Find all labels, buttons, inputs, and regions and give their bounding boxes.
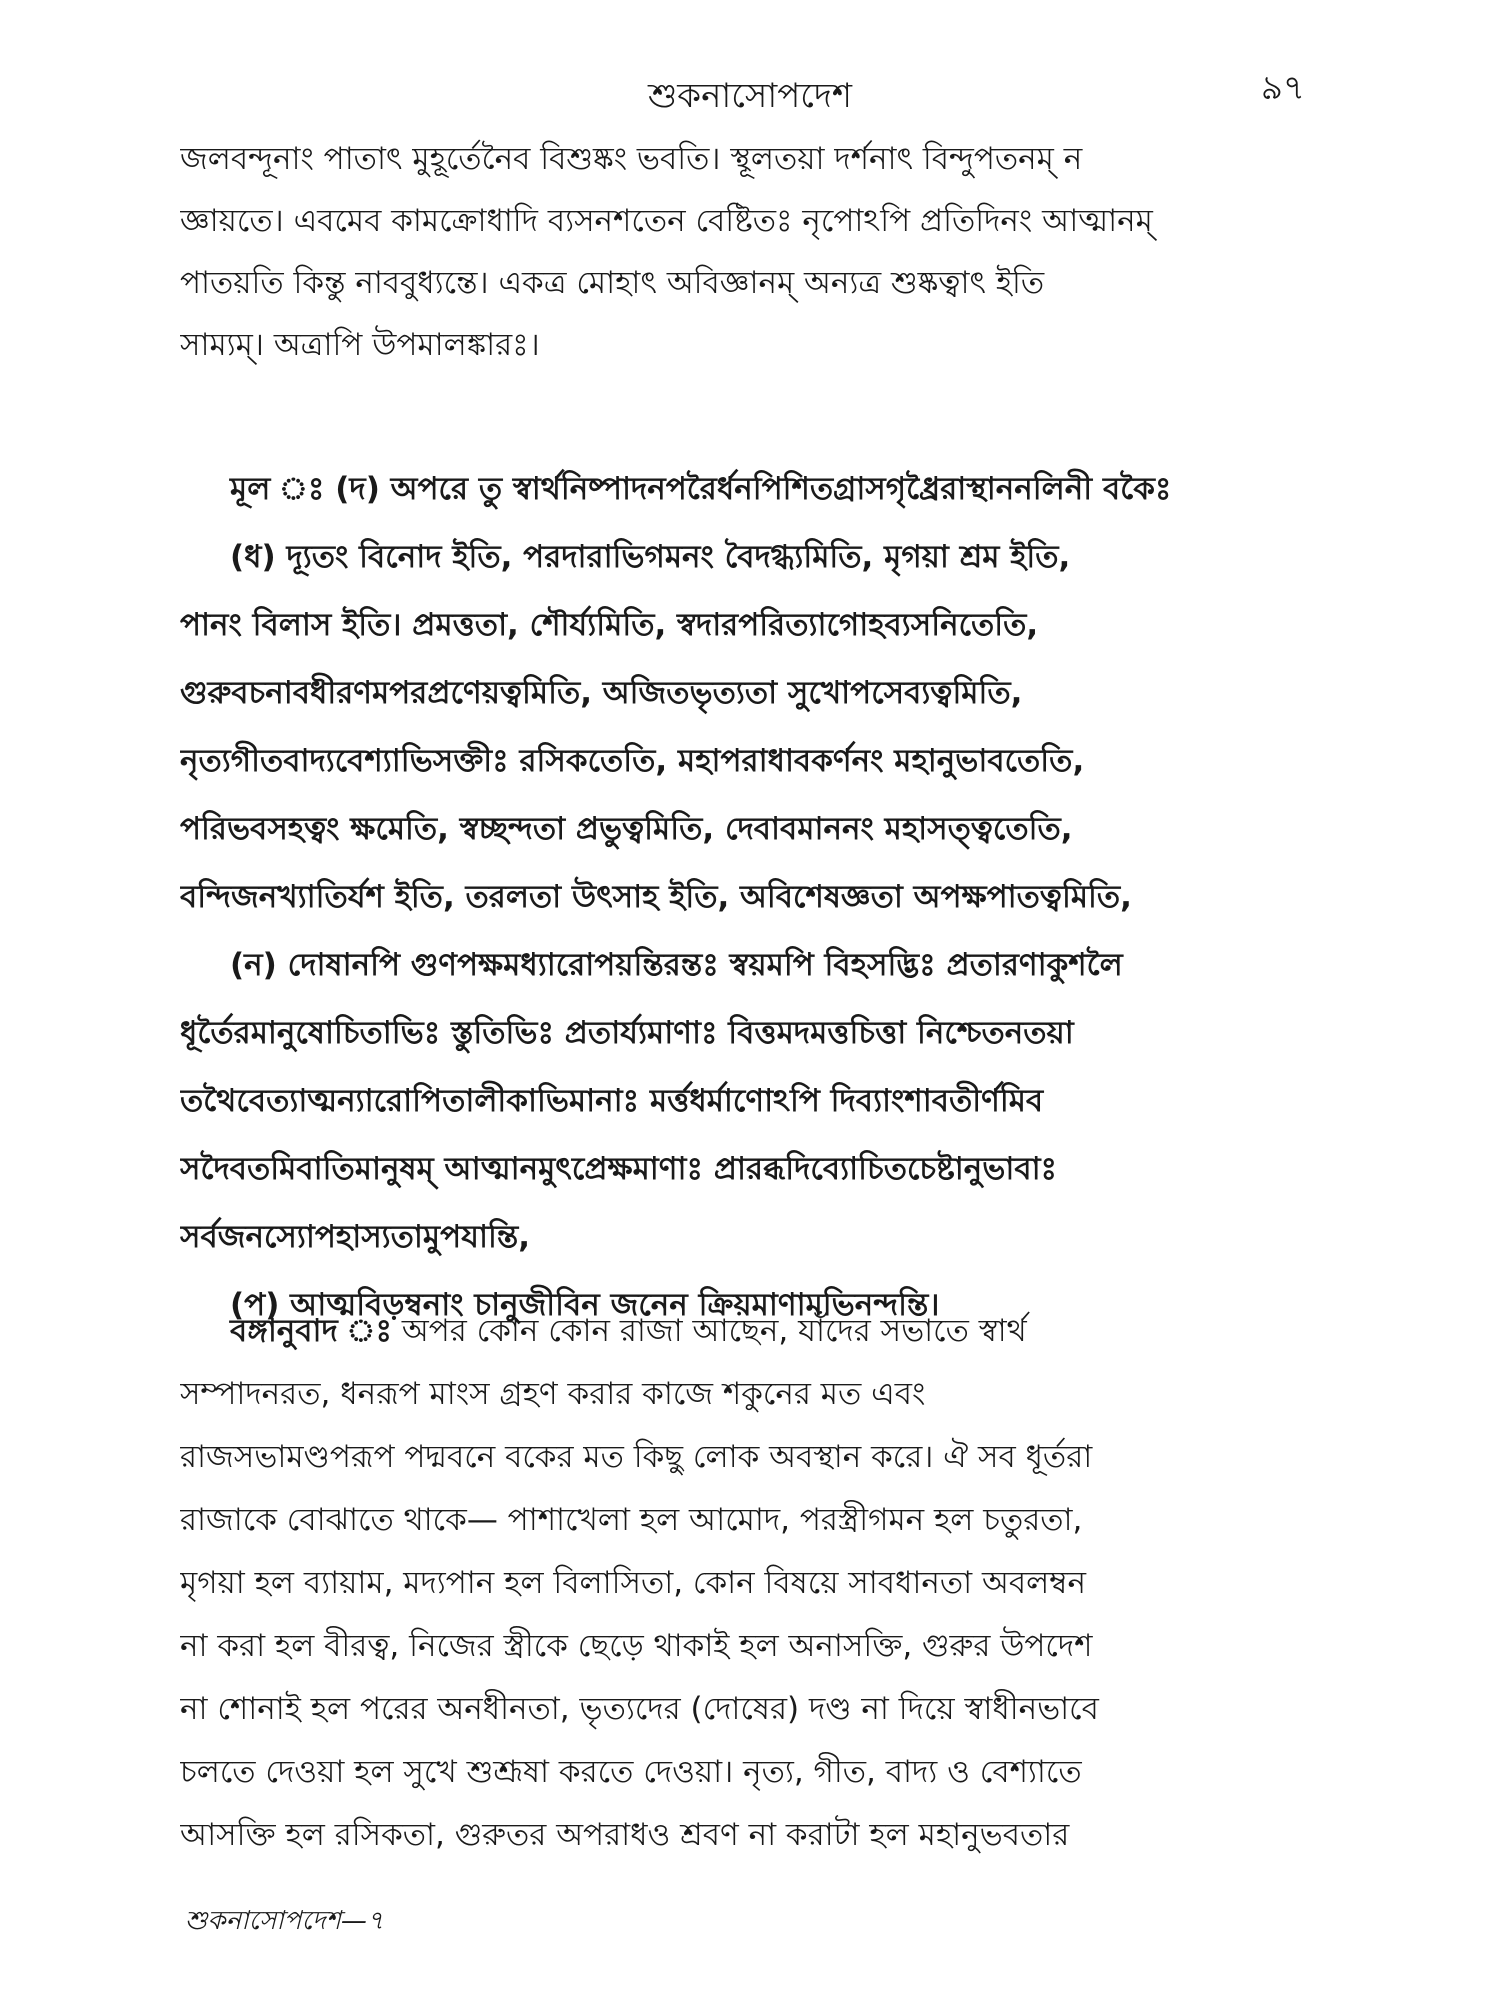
verse-line: পরিভবসহত্বং ক্ষমেতি, স্বচ্ছন্দতা প্রভুত্বমিতি, দেবাবমাননং মহাসত্ত্বতেতি,: [180, 811, 1073, 847]
translation-label: বঙ্গানুবাদ ঃ: [230, 1313, 392, 1349]
verse-line: বন্দিজনখ্যাতির্যশ ইতি, তরলতা উৎসাহ ইতি, অবিশেষজ্ঞতা অপক্ষপাতত্বমিতি,: [180, 879, 1132, 915]
page-number: ৯৭: [1260, 68, 1305, 108]
text-line: সাম্যম্। অত্রাপি উপমালঙ্কারঃ।: [180, 327, 540, 363]
original-verse: [180, 455, 1310, 1339]
verse-line: ধূর্তৈরমানুষোচিতাভিঃ স্তুতিভিঃ প্রতার্য্যমাণাঃ বিত্তমদমত্তচিত্তা নিশ্চেতনতয়া: [180, 1015, 1074, 1051]
running-title: শুকনাসোপদেশ: [648, 76, 852, 116]
verse-line: মূল ঃ (দ) অপরে তু স্বার্থনিষ্পাদনপরৈর্ধনপিশিতগ্রাসগৃধ্রৈরাস্থাননলিনী বকৈঃ: [230, 471, 1172, 507]
translation-line: রাজাকে বোঝাতে থাকে— পাশাখেলা হল আমোদ, পরস্ত্রীগমন হল চতুরতা,: [180, 1502, 1083, 1538]
bengali-translation: [180, 1300, 1310, 1867]
translation-line: আসক্তি হল রসিকতা, গুরুতর অপরাধও শ্রবণ না করাটা হল মহানুভবতার: [180, 1817, 1070, 1853]
translation-line: না শোনাই হল পরের অনধীনতা, ভৃত্যদের (দোষের) দণ্ড না দিয়ে স্বাধীনভাবে: [180, 1691, 1099, 1727]
footer-signature: শুকনাসোপদেশ—৭: [185, 1906, 384, 1936]
translation-line: সম্পাদনরত, ধনরূপ মাংস গ্রহণ করার কাজে শকুনের মত এবং: [180, 1376, 926, 1412]
verse-line: সর্বজনস্যোপহাস্যতামুপযান্তি,: [180, 1219, 531, 1255]
intro-paragraph: [180, 128, 1310, 376]
verse-line: নৃত্যগীতবাদ্যবেশ্যাভিসক্তীঃ রসিকতেতি, মহাপরাধাবকর্ণনং মহানুভাবতেতি,: [180, 743, 1085, 779]
translation-line: রাজসভামণ্ডপরূপ পদ্মবনে বকের মত কিছু লোক অবস্থান করে। ঐ সব ধূর্তরা: [180, 1439, 1093, 1475]
verse-line: (ধ) দ্যূতং বিনোদ ইতি, পরদারাভিগমনং বৈদগ্ধ্যমিতি, মৃগয়া শ্রম ইতি,: [230, 539, 1071, 575]
verse-line: (ন) দোষানপি গুণপক্ষমধ্যারোপয়ন্তিরন্তঃ স্বয়মপি বিহসদ্ভিঃ প্রতারণাকুশলৈ: [230, 947, 1123, 983]
verse-line: সদৈবতমিবাতিমানুষম্ আত্মানমুৎপ্রেক্ষমাণাঃ প্রারব্ধদিব্যোচিতচেষ্টানুভাবাঃ: [180, 1151, 1058, 1187]
translation-text: অপর কোন কোন রাজা আছেন, যাঁদের সভাতে স্বার্থ: [401, 1313, 1027, 1349]
translation-first-line: [180, 1300, 1310, 1363]
text-line: পাতয়তি কিন্তু নাববুধ্যন্তে। একত্র মোহাৎ অবিজ্ঞানম্ অন্যত্র শুষ্কত্বাৎ ইতি: [180, 265, 1045, 301]
translation-line: মৃগয়া হল ব্যায়াম, মদ্যপান হল বিলাসিতা, কোন বিষয়ে সাবধানতা অবলম্বন: [180, 1565, 1086, 1601]
verse-line: (প) আত্মবিড়ম্বনাং চানুজীবিন জনেন ক্রিয়মাণামভিনন্দন্তি।: [230, 1287, 940, 1323]
text-line: জ্ঞায়তে। এবমেব কামক্রোধাদি ব্যসনশতেন বেষ্টিতঃ নৃপোঽপি প্রতিদিনং আত্মানম্: [180, 203, 1153, 239]
verse-line: পানং বিলাস ইতি। প্রমত্ততা, শৌর্য্যমিতি, স্বদারপরিত্যাগোহব্যসনিতেতি,: [180, 607, 1039, 643]
translation-line: না করা হল বীরত্ব, নিজের স্ত্রীকে ছেড়ে থাকাই হল অনাসক্তি, গুরুর উপদেশ: [180, 1628, 1093, 1664]
verse-line: তথৈবেত্যাত্মন্যারোপিতালীকাভিমানাঃ মর্ত্তধর্মাণোঽপি দিব্যাংশাবতীর্ণমিব: [180, 1083, 1044, 1119]
translation-line: চলতে দেওয়া হল সুখে শুশ্রূষা করতে দেওয়া। নৃত্য, গীত, বাদ্য ও বেশ্যাতে: [180, 1754, 1082, 1790]
verse-line: গুরুবচনাবধীরণমপরপ্রণেয়ত্বমিতি, অজিতভৃত্যতা সুখোপসেব্যত্বমিতি,: [180, 675, 1023, 711]
text-line: জলবন্দূনাং পাতাৎ মুহূর্তেনৈব বিশুষ্কং ভবতি। স্থূলতয়া দর্শনাৎ বিন্দুপতনম্ ন: [180, 141, 1083, 177]
